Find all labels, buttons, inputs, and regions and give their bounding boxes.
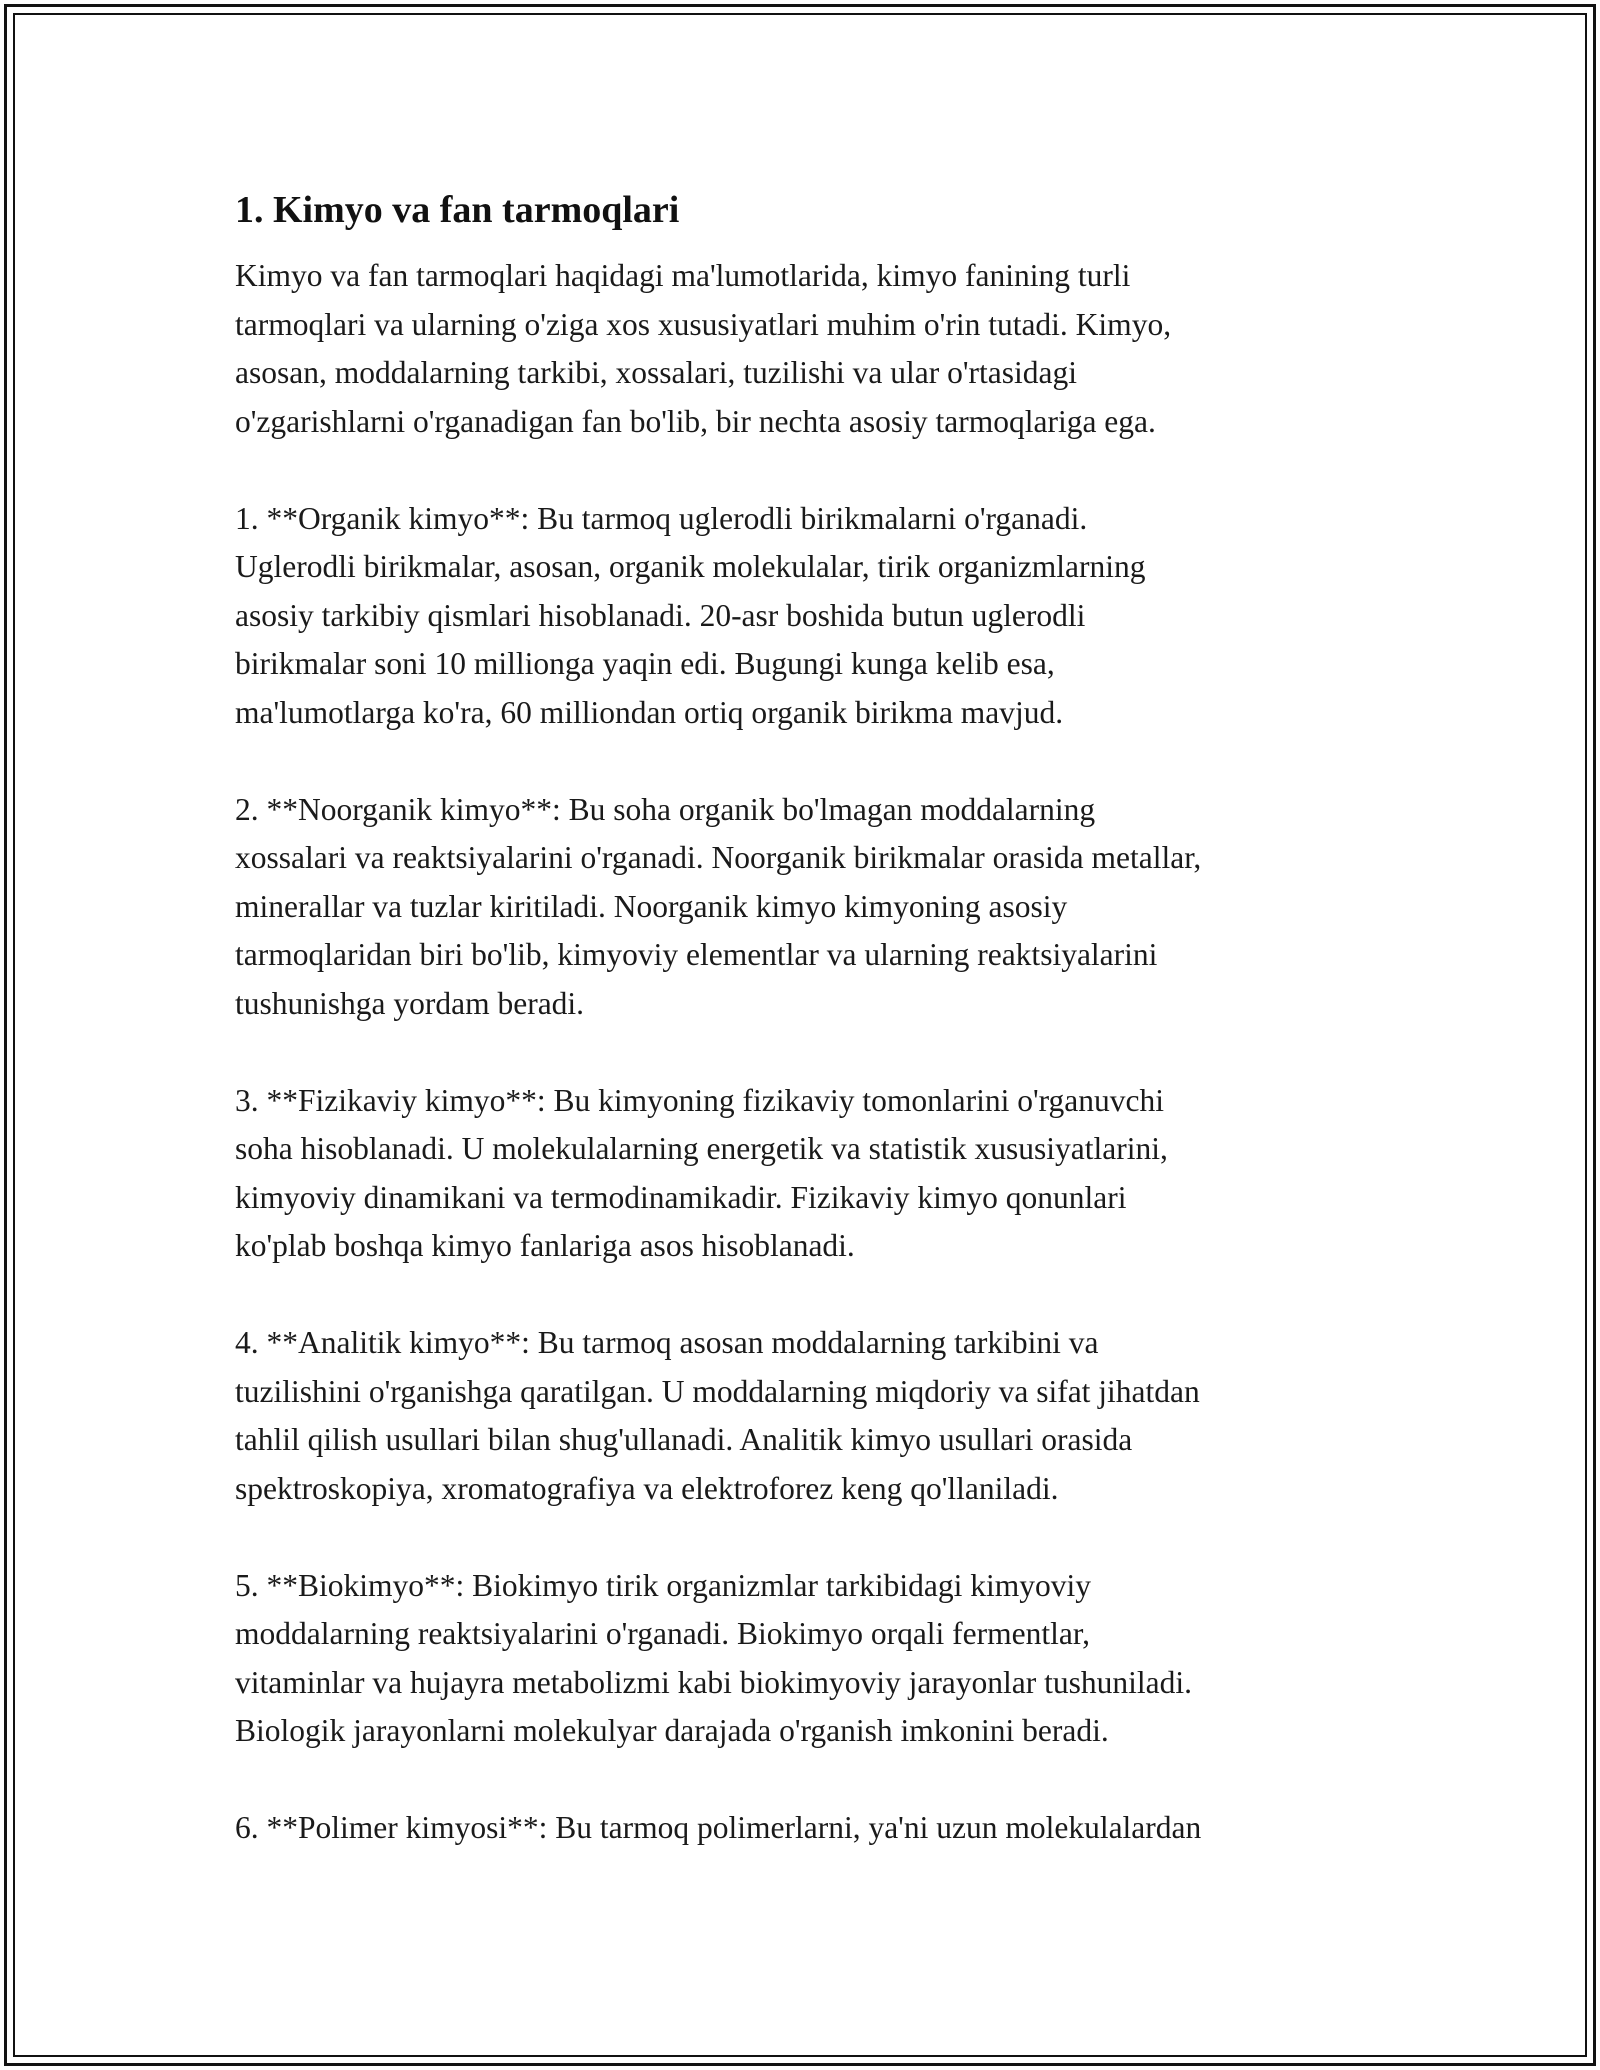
text-line: asosan, moddalarning tarkibi, xossalari, tuzilishi va ular o'rtasidagi xyxy=(235,355,1077,390)
text-line: ma'lumotlarga ko'ra, 60 milliondan ortiq organik birikma mavjud. xyxy=(235,694,1064,730)
text-line: ko'plab boshqa kimyo fanlariga asos hisoblanadi. xyxy=(235,1228,855,1263)
text-line: Uglerodli birikmalar, asosan, organik molekulalar, tirik organizmlarning xyxy=(235,549,1146,584)
document-body xyxy=(235,186,1370,1901)
text-line: Biologik jarayonlarni molekulyar darajada o'rganish imkonini beradi. xyxy=(235,1713,1109,1748)
paragraph-analitik-kimyo xyxy=(235,1319,1370,1513)
text-line: vitaminlar va hujayra metabolizmi kabi biokimyoviy jarayonlar tushuniladi. xyxy=(235,1664,1193,1700)
text-line: xossalari va reaktsiyalarini o'rganadi. Noorganik birikmalar orasida metallar, xyxy=(235,840,1202,875)
text-line: soha hisoblanadi. U molekulalarning energetik va statistik xususiyatlarini, xyxy=(235,1131,1168,1166)
paragraph-polimer-kimyosi xyxy=(235,1804,1370,1853)
paragraph-fizikaviy-kimyo xyxy=(235,1077,1370,1271)
text-line: 5. **Biokimyo**: Biokimyo tirik organizmlar tarkibidagi kimyoviy xyxy=(235,1567,1091,1603)
text-line: 6. **Polimer kimyosi**: Bu tarmoq polimerlarni, ya'ni uzun molekulalardan xyxy=(235,1810,1202,1845)
text-line: asosiy tarkibiy qismlari hisoblanadi. 20-asr boshida butun uglerodli xyxy=(235,597,1086,633)
text-line: 4. **Analitik kimyo**: Bu tarmoq asosan moddalarning tarkibini va xyxy=(235,1325,1099,1360)
text-line: moddalarning reaktsiyalarini o'rganadi. Biokimyo orqali fermentlar, xyxy=(235,1616,1090,1651)
paragraph-biokimyo xyxy=(235,1562,1370,1756)
text-line: 3. **Fizikaviy kimyo**: Bu kimyoning fizikaviy tomonlarini o'rganuvchi xyxy=(235,1082,1165,1118)
text-line: birikmalar soni 10 millionga yaqin edi. Bugungi kunga kelib esa, xyxy=(235,646,1055,681)
text-line: kimyoviy dinamikani va termodinamikadir. Fizikaviy kimyo qonunlari xyxy=(235,1179,1127,1215)
text-line: 1. **Organik kimyo**: Bu tarmoq uglerodli birikmalarni o'rganadi. xyxy=(235,500,1088,536)
text-line: minerallar va tuzlar kiritiladi. Noorganik kimyo kimyoning asosiy xyxy=(235,888,1068,924)
text-line: Kimyo va fan tarmoqlari haqidagi ma'lumotlarida, kimyo fanining turli xyxy=(235,258,1131,293)
text-line: tarmoqlaridan biri bo'lib, kimyoviy elementlar va ularning reaktsiyalarini xyxy=(235,937,1158,972)
paragraph-noorganik-kimyo xyxy=(235,786,1370,1029)
document-title: 1. Kimyo va fan tarmoqlari xyxy=(235,189,680,231)
text-line: tuzilishini o'rganishga qaratilgan. U moddalarning miqdoriy va sifat jihatdan xyxy=(235,1373,1200,1409)
text-line: spektroskopiya, xromatografiya va elektroforez keng qo'llaniladi. xyxy=(235,1470,1059,1506)
text-line: o'zgarishlarni o'rganadigan fan bo'lib, bir nechta asosiy tarmoqlariga ega. xyxy=(235,403,1156,439)
paragraph-intro xyxy=(235,252,1370,446)
paragraph-organik-kimyo xyxy=(235,495,1370,738)
text-line: tahlil qilish usullari bilan shug'ullanadi. Analitik kimyo usullari orasida xyxy=(235,1422,1133,1457)
text-line: 2. **Noorganik kimyo**: Bu soha organik bo'lmagan moddalarning xyxy=(235,791,1096,827)
text-line: tarmoqlari va ularning o'ziga xos xususiyatlari muhim o'rin tutadi. Kimyo, xyxy=(235,306,1172,342)
text-line: tushunishga yordam beradi. xyxy=(235,985,585,1021)
